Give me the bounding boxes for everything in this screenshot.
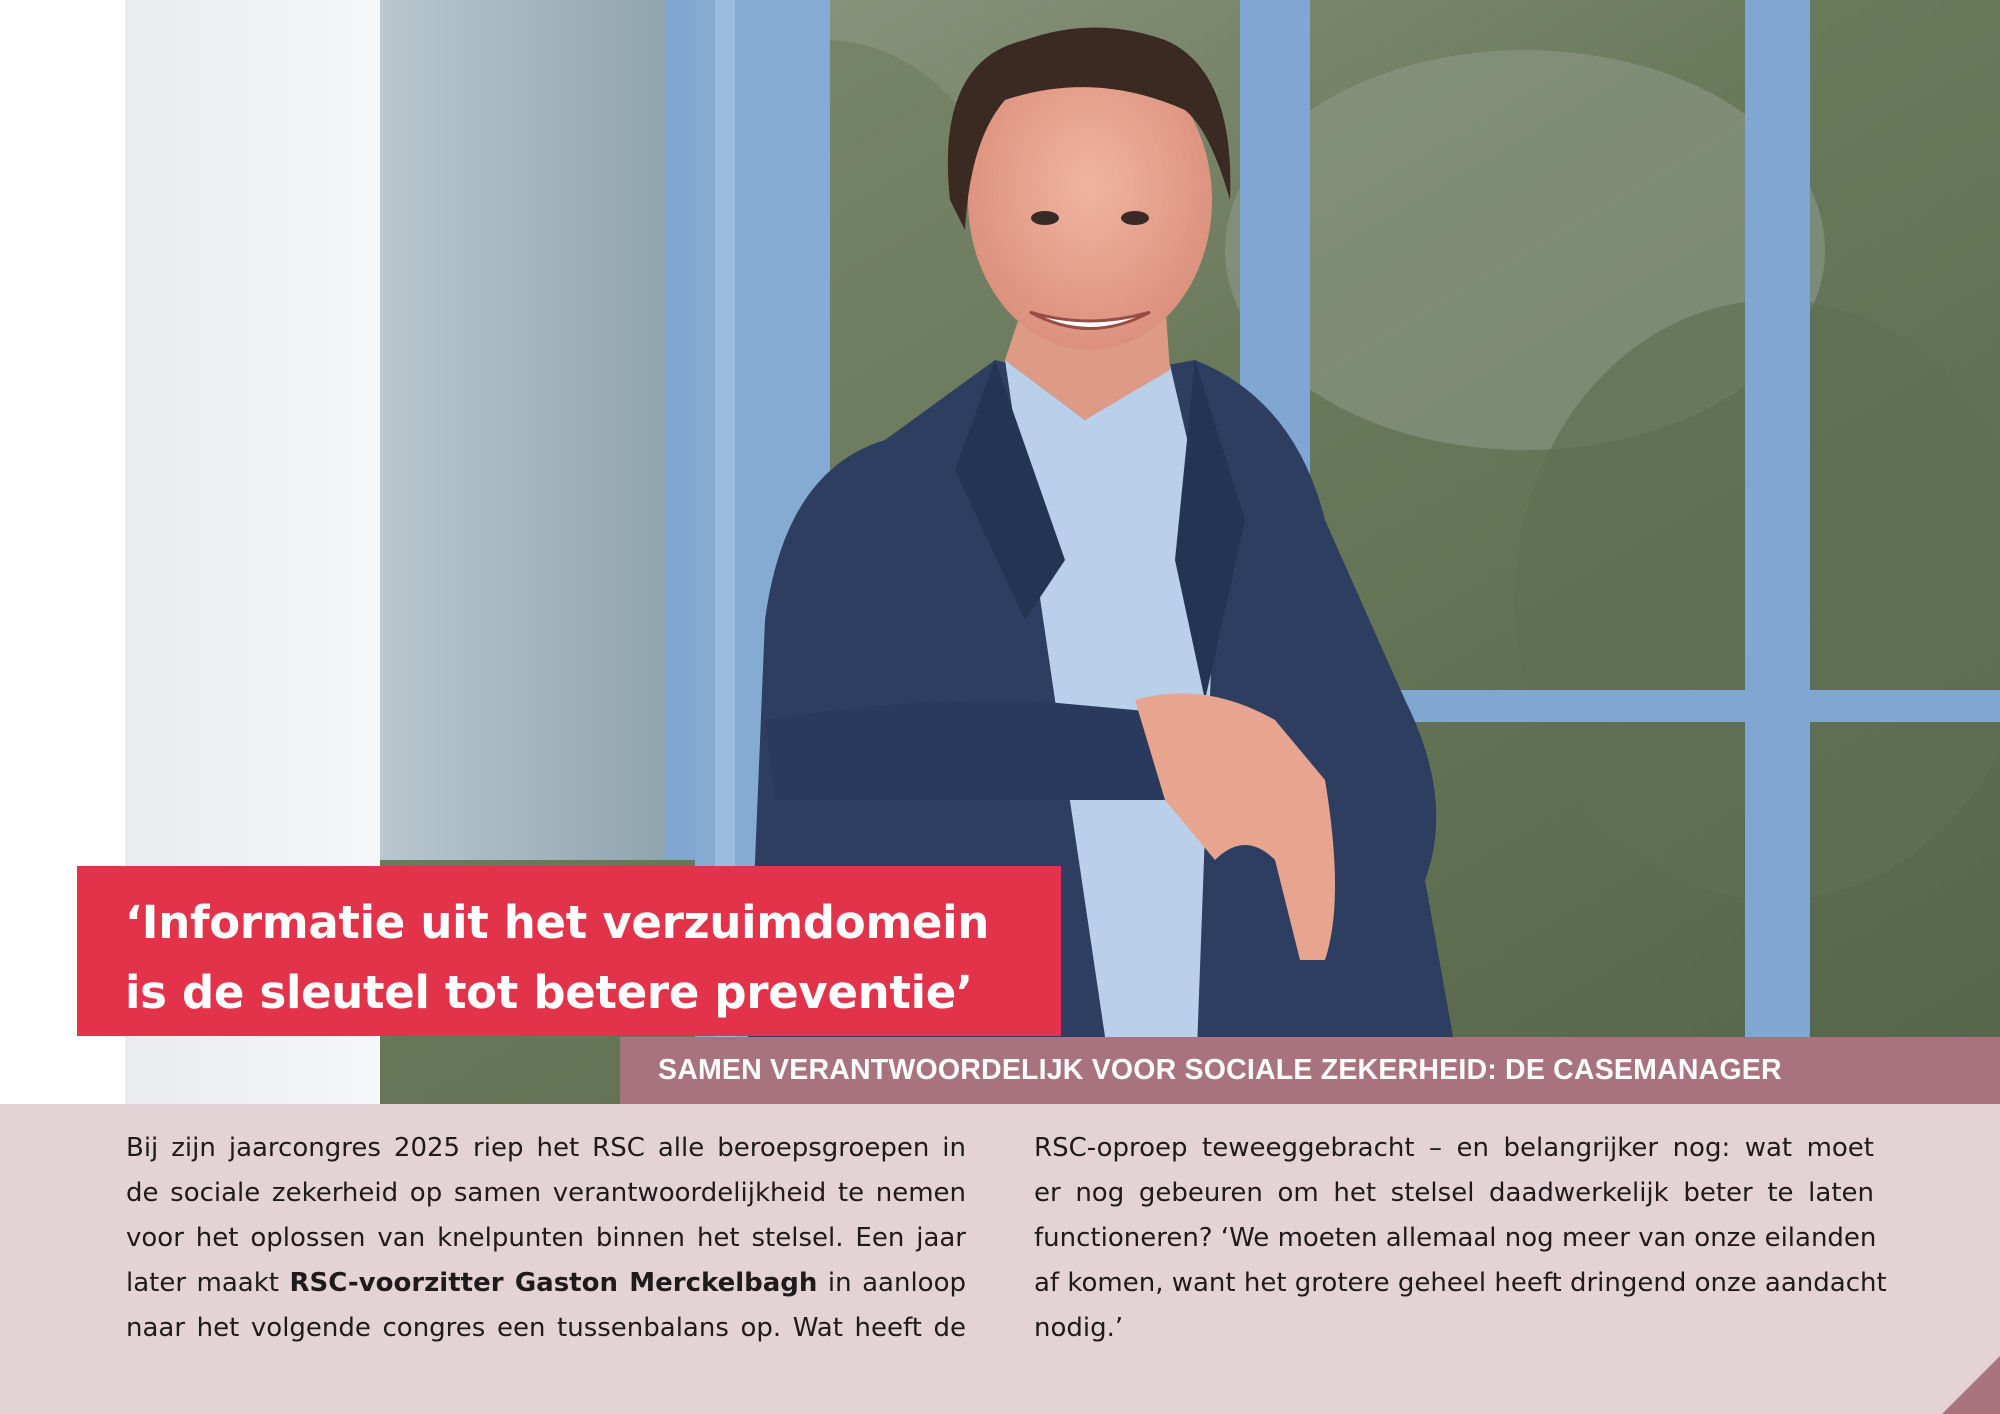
headline-line-2: is de sleutel tot betere preventie’ [125,966,973,1019]
article-line: af komen, want het grotere geheel heeft dringend onze aandacht [1034,1268,1887,1298]
article-line: er nog gebeuren om het stelsel daadwerkelijk beter te laten [1034,1178,1874,1208]
corner-decoration [1942,1356,2000,1414]
article-line: de sociale zekerheid op samen verantwoordelijkheid te nemen [126,1178,966,1208]
article-line: RSC-oproep teweeggebracht – en belangrijker nog: wat moet [1034,1133,1874,1163]
headline-line-1: ‘Informatie uit het verzuimdomein [125,896,989,949]
article-line-with-name [126,1261,966,1306]
article-line: naar het volgende congres een tussenbalans op. Wat heeft de [126,1313,966,1343]
article-text: later maakt [126,1268,290,1298]
section-band [620,1037,2000,1104]
headline-box [77,866,1061,1036]
article-column-left [126,1126,966,1351]
article-text: in aanloop [817,1268,966,1298]
section-title: SAMEN VERANTWOORDELIJK VOOR SOCIALE ZEKERHEID: DE CASEMANAGER [658,1054,1782,1086]
article-line: Bij zijn jaarcongres 2025 riep het RSC alle beroepsgroepen in [126,1133,966,1163]
article-line: voor het oplossen van knelpunten binnen het stelsel. Een jaar [126,1223,966,1253]
article-line: functioneren? ‘We moeten allemaal nog meer van onze eilanden [1034,1223,1877,1253]
headline [125,888,1031,1028]
chairman-name: RSC-voorzitter Gaston Merckelbagh [289,1268,818,1298]
article-column-right [1034,1126,1887,1351]
article-line: nodig.’ [1034,1313,1124,1343]
